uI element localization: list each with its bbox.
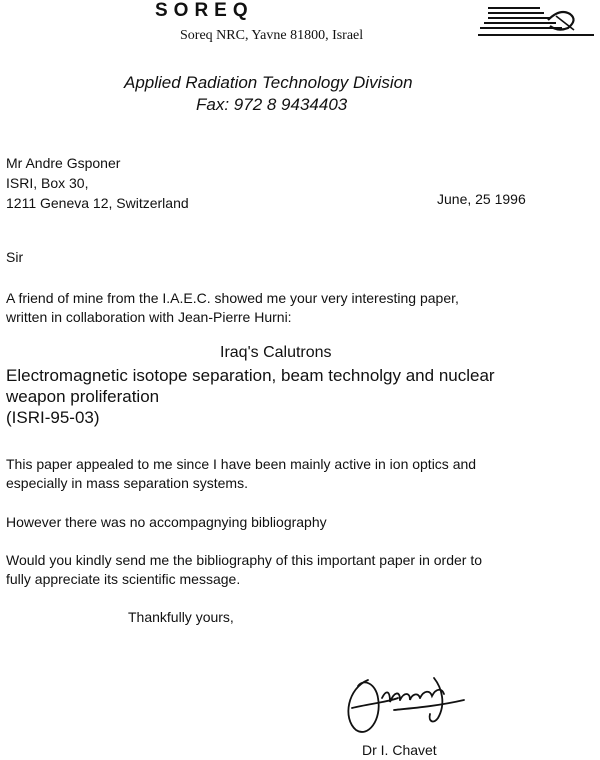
interest-paragraph [6, 455, 476, 493]
intro-paragraph [6, 289, 459, 327]
paper-subtitle-line: Electromagnetic isotope separation, beam technolgy and nuclear [6, 366, 495, 385]
request-line: Would you kindly send me the bibliography of this important paper in order to [6, 552, 483, 568]
missing-bibliography-paragraph [6, 513, 327, 532]
salutation: Sir [6, 249, 24, 265]
closing: Thankfully yours, [128, 609, 234, 625]
recipient-city: 1211 Geneva 12, Switzerland [6, 195, 189, 211]
recipient-address [6, 153, 189, 213]
request-line: fully appreciate its scientific message. [6, 571, 241, 587]
recipient-name: Mr Andre Gsponer [6, 155, 121, 171]
recipient-box: ISRI, Box 30, [6, 175, 89, 191]
interest-line: especially in mass separation systems. [6, 475, 248, 491]
paper-subtitle [6, 365, 495, 407]
paper-title: Iraq's Calutrons [220, 344, 332, 361]
paper-subtitle-line: weapon proliferation [6, 387, 160, 406]
request-paragraph [6, 551, 482, 589]
organization-address: Soreq NRC, Yavne 81800, Israel [180, 28, 364, 43]
fax-number: Fax: 972 8 9434403 [196, 95, 348, 114]
division-name: Applied Radiation Technology Division [124, 73, 413, 92]
intro-line: written in collaboration with Jean-Pierre Hurni: [6, 309, 292, 325]
intro-line: A friend of mine from the I.A.E.C. showed me your very interesting paper, [6, 290, 459, 306]
letter-date: June, 25 1996 [437, 191, 526, 207]
paper-reference: (ISRI-95-03) [6, 408, 100, 427]
missing-line: However there was no accompagnying bibliography [6, 514, 327, 530]
signatory-name: Dr I. Chavet [362, 742, 437, 758]
signature-icon [338, 668, 476, 740]
interest-line: This paper appealed to me since I have been mainly active in ion optics and [6, 456, 477, 472]
soreq-logo-icon [478, 4, 594, 40]
organization-name: SOREQ [155, 0, 254, 21]
